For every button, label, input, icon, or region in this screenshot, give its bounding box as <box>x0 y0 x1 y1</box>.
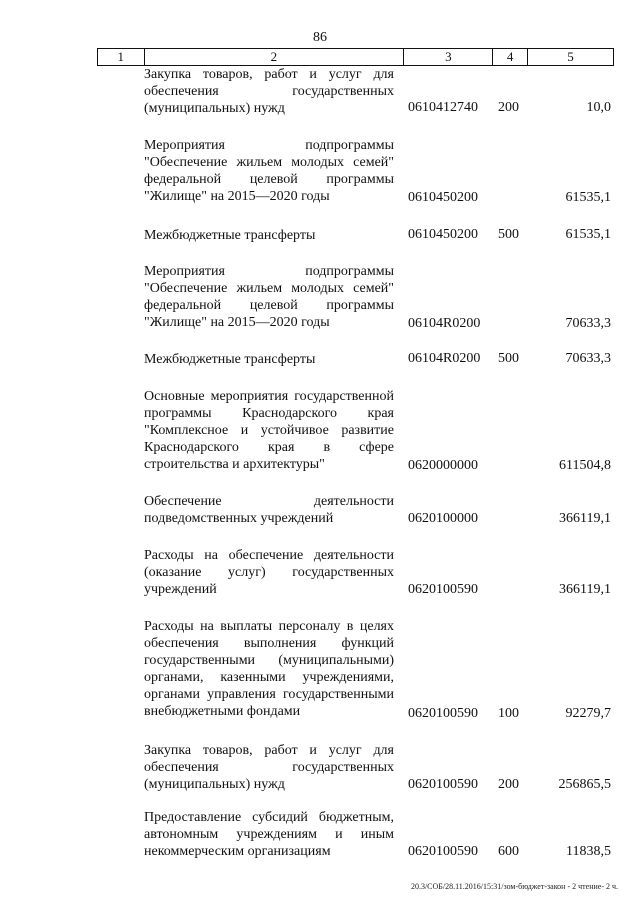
header-col-5: 5 <box>527 49 613 66</box>
row-description: Закупка товаров, работ и услуг для обеспечения государственных (муниципальных) нужд <box>144 743 394 792</box>
row-description: Расходы на обеспечение деятельности (оказание услуг) государственных учреждений <box>144 548 394 597</box>
header-col-1: 1 <box>98 49 145 66</box>
table-header <box>97 48 614 66</box>
row-description: Закупка товаров, работ и услуг для обеспечения государственных (муниципальных) нужд <box>144 67 394 116</box>
row-description: Межбюджетные трансферты <box>144 352 316 367</box>
row-amount: 61535,1 <box>565 227 611 242</box>
row-code: 0610412740 <box>408 100 478 115</box>
row-group: 200 <box>498 777 519 792</box>
row-description: Мероприятия подпрограммы "Обеспечение жильем молодых семей" федеральной целевой программы "Жилище" на 2015—2020 годы <box>144 138 394 204</box>
row-code: 0620100000 <box>408 511 478 526</box>
row-description: Межбюджетные трансферты <box>144 228 316 243</box>
row-amount: 70633,3 <box>565 351 611 366</box>
row-amount: 10,0 <box>586 100 611 115</box>
row-amount: 611504,8 <box>559 458 611 473</box>
row-amount: 70633,3 <box>565 316 611 331</box>
page-number: 86 <box>313 30 327 45</box>
row-code: 0620100590 <box>408 844 478 859</box>
row-amount: 61535,1 <box>565 190 611 205</box>
row-group: 200 <box>498 100 519 115</box>
row-description: Обеспечение деятельности подведомственных учреждений <box>144 494 394 526</box>
row-amount: 256865,5 <box>558 777 611 792</box>
row-code: 0620100590 <box>408 706 478 721</box>
header-col-2: 2 <box>144 49 404 66</box>
row-group: 500 <box>498 351 519 366</box>
row-code: 06104R0200 <box>408 316 481 331</box>
row-description: Расходы на выплаты персоналу в целях обеспечения выполнения функций государственными (муниципальными) органами, казенными учреждениями, органами управления государственными внебюджетными фондами <box>144 619 394 719</box>
row-amount: 366119,1 <box>559 582 611 597</box>
row-code: 0620000000 <box>408 458 478 473</box>
row-description: Основные мероприятия государственной программы Краснодарского края "Комплексное и устойчивое развитие Краснодарского края в сфере строительства и архитектуры" <box>144 389 394 472</box>
header-col-3: 3 <box>404 49 493 66</box>
row-group: 500 <box>498 227 519 242</box>
document-footer: 20.3/СОБ/28.11.2016/15:31/зом-бюджет-закон - 2 чтение- 2 ч. <box>410 882 618 891</box>
header-col-4: 4 <box>493 49 528 66</box>
row-amount: 366119,1 <box>559 511 611 526</box>
row-code: 0610450200 <box>408 190 478 205</box>
row-description: Предоставление субсидий бюджетным, автономным учреждениям и иным некоммерческим организациям <box>144 810 394 859</box>
row-group: 100 <box>498 706 519 721</box>
row-amount: 92279,7 <box>565 706 611 721</box>
row-code: 0610450200 <box>408 227 478 242</box>
row-amount: 11838,5 <box>566 844 611 859</box>
row-code: 0620100590 <box>408 777 478 792</box>
row-code: 06104R0200 <box>408 351 481 366</box>
row-group: 600 <box>498 844 519 859</box>
row-description: Мероприятия подпрограммы "Обеспечение жильем молодых семей" федеральной целевой программы "Жилище" на 2015—2020 годы <box>144 264 394 330</box>
row-code: 0620100590 <box>408 582 478 597</box>
